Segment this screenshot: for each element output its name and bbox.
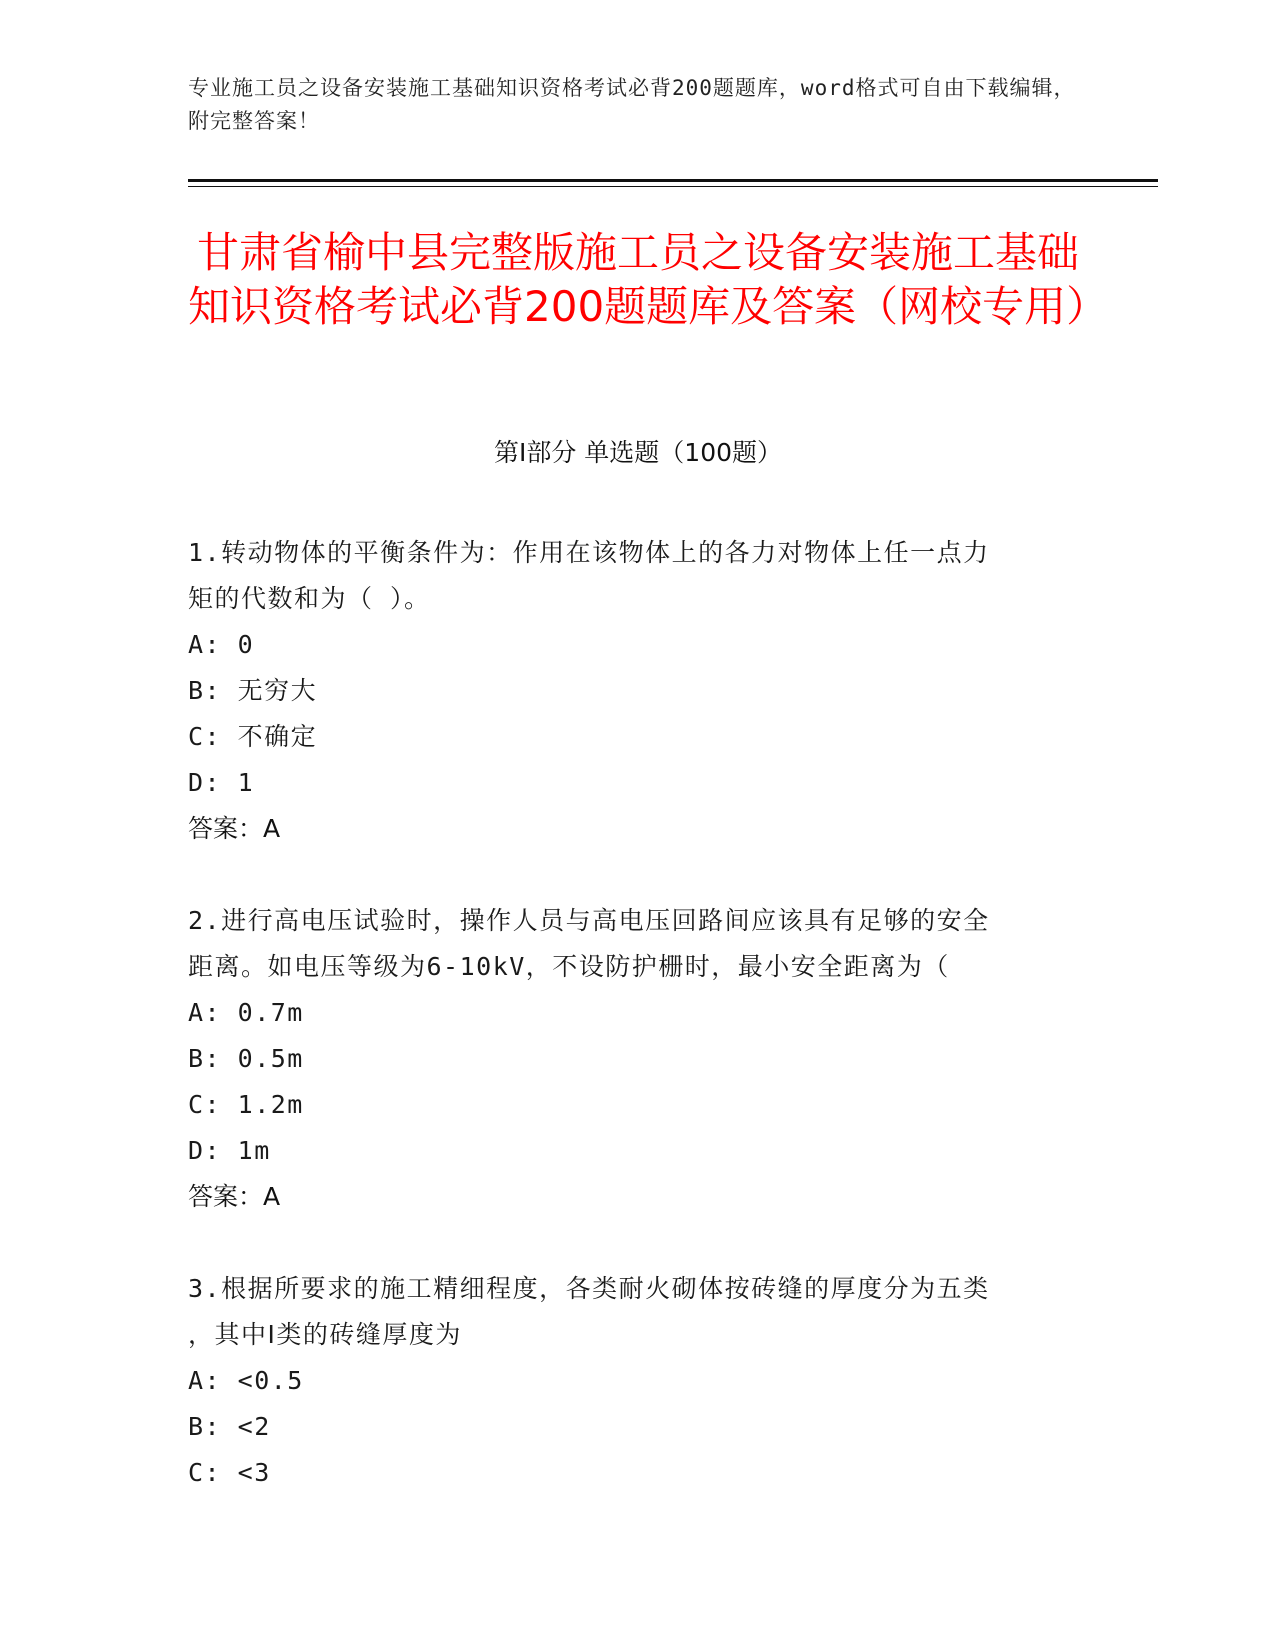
- question-stem-line: ，其中Ⅰ类的砖缝厚度为: [188, 1320, 462, 1349]
- option-c: C: 不确定: [188, 722, 318, 751]
- option-b: B: 0.5m: [188, 1044, 304, 1073]
- answer: 答案：A: [188, 1182, 281, 1211]
- question-stem-line: 2.进行高电压试验时，操作人员与高电压回路间应该具有足够的安全: [188, 906, 990, 935]
- header-divider-thick: [188, 179, 1158, 182]
- question-stem-line: 矩的代数和为（ ）。: [188, 584, 431, 613]
- option-a: A: 0.7m: [188, 998, 304, 1027]
- option-d: D: 1: [188, 768, 255, 797]
- question-spacer: [188, 852, 1088, 898]
- header-divider-thin: [188, 186, 1158, 187]
- option-a: A: <0.5: [188, 1366, 304, 1395]
- header-note: 专业施工员之设备安装施工基础知识资格考试必背200题题库，word格式可自由下载编辑，附完整答案！: [188, 76, 1076, 133]
- question-stem-line: 3.根据所要求的施工精细程度，各类耐火砌体按砖缝的厚度分为五类: [188, 1274, 990, 1303]
- option-b: B: <2: [188, 1412, 271, 1441]
- option-c: C: 1.2m: [188, 1090, 304, 1119]
- question-stem-line: 1.转动物体的平衡条件为：作用在该物体上的各力对物体上任一点力: [188, 538, 990, 567]
- option-d: D: 1m: [188, 1136, 271, 1165]
- answer: 答案：A: [188, 814, 281, 843]
- document-title: 甘肃省榆中县完整版施工员之设备安装施工基础知识资格考试必背200题题库及答案（网校专用）: [188, 228, 1109, 331]
- question-2: [188, 898, 1088, 1220]
- section-title: 第Ⅰ部分 单选题（100题）: [493, 438, 783, 467]
- question-3: [188, 1266, 1088, 1496]
- option-c: C: <3: [188, 1458, 271, 1487]
- question-spacer: [188, 1220, 1088, 1266]
- option-a: A: 0: [188, 630, 255, 659]
- option-b: B: 无穷大: [188, 676, 318, 705]
- question-stem-line: 距离。如电压等级为6-10kV，不设防护栅时，最小安全距离为（: [188, 952, 950, 981]
- question-list: [188, 530, 1088, 1496]
- question-1: [188, 530, 1088, 852]
